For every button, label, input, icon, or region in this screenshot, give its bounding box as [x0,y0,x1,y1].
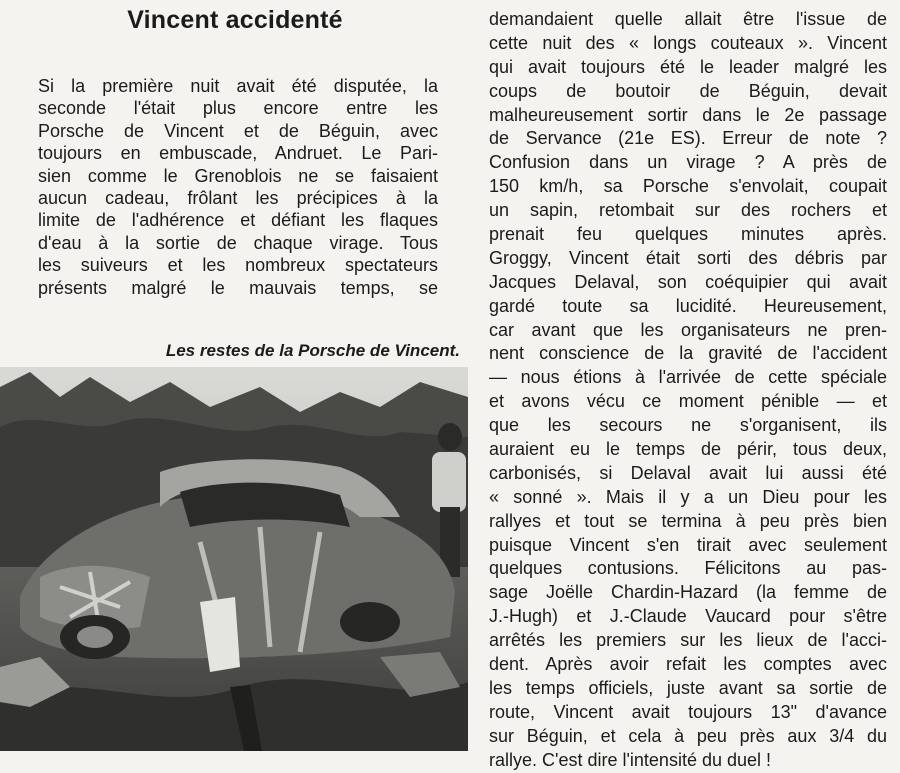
body-line: rallyes et tout se termina à peu près bien [489,510,887,531]
body-line: Confusion dans un virage ? A près de [489,152,887,173]
body-line: prenait feu quelques minutes après. [489,224,887,245]
body-line: J.-Hugh) et J.-Claude Vaucard pour s'être [489,606,887,627]
right-body-text [489,8,887,773]
photo-caption: Les restes de la Porsche de Vincent. [165,341,460,360]
body-line: puisque Vincent s'en tirait avec seulement [489,534,887,555]
body-line: présents malgré le mauvais temps, se [38,277,438,298]
body-line: un sapin, retombait sur des rochers et [489,200,887,221]
body-line: demandaient quelle allait être l'issue de [489,9,887,29]
body-line: les suiveurs et les nombreux spectateurs [38,255,438,276]
body-line: cette nuit des « longs couteaux ». Vincent [489,32,887,53]
left-body-text [38,75,438,299]
body-line: sien comme le Grenoblois ne se faisaient [38,165,438,186]
body-line: sur Béguin, et cela à peu près aux 3/4 du [489,725,887,746]
body-line: de Servance (21e ES). Erreur de note ? [489,128,887,149]
body-line: d'eau à la sortie de chaque virage. Tous [38,232,438,253]
body-line: Jacques Delaval, son coéquipier qui avait [489,271,887,292]
body-line: car avant que les organisateurs ne pren- [489,319,887,340]
body-line: nent conscience de la gravité de l'accident [489,343,887,364]
article-title: Vincent accidenté [127,6,343,34]
body-line: 150 km/h, sa Porsche s'envolait, coupait [489,176,887,197]
body-line: seconde l'était plus encore entre les [38,98,438,119]
body-line: auraient eu le temps de périr, tous deux, [489,439,887,460]
body-line: rallye. C'est dire l'intensité du duel ! [489,749,772,770]
body-line: coups de boutoir de Béguin, devait [489,80,887,101]
body-line: quelques contusions. Félicitons au pas- [489,558,887,579]
body-line: et avons vécu ce moment pénible — et [489,391,887,412]
body-line: limite de l'adhérence et défiant les flaques [38,210,438,231]
body-line: carbonisés, si Delaval avait lui aussi été [489,462,887,483]
body-line: « sonné ». Mais il y a un Dieu pour les [489,486,887,507]
body-line: qui avait toujours été le leader malgré les [489,56,887,77]
body-line: gardé toute sa lucidité. Heureusement, [489,295,887,316]
body-line: arrêtés les premiers sur les lieux de l'acci- [489,630,887,651]
wrecked-car-photo [0,367,468,751]
body-line: Porsche de Vincent et de Béguin, avec [38,120,438,141]
body-line: toujours en embuscade, Andruet. Le Pari- [38,143,438,164]
body-line: — nous étions à l'arrivée de cette spéciale [489,367,887,388]
body-line: dent. Après avoir refait les comptes avec [489,654,887,675]
body-line: route, Vincent avait toujours 13" d'avance [489,701,887,722]
body-line: Groggy, Vincent était sorti des débris par [489,247,887,268]
body-line: malheureusement sortir dans le 2e passage [489,104,887,125]
body-line: que les secours ne s'organisent, ils [489,415,887,436]
body-line: Si la première nuit avait été disputée, la [38,76,438,96]
body-line: aucun cadeau, frôlant les précipices à la [38,188,438,209]
body-line: sage Joëlle Chardin-Hazard (la femme de [489,582,887,603]
body-line: les temps officiels, juste avant sa sortie de [489,677,887,698]
